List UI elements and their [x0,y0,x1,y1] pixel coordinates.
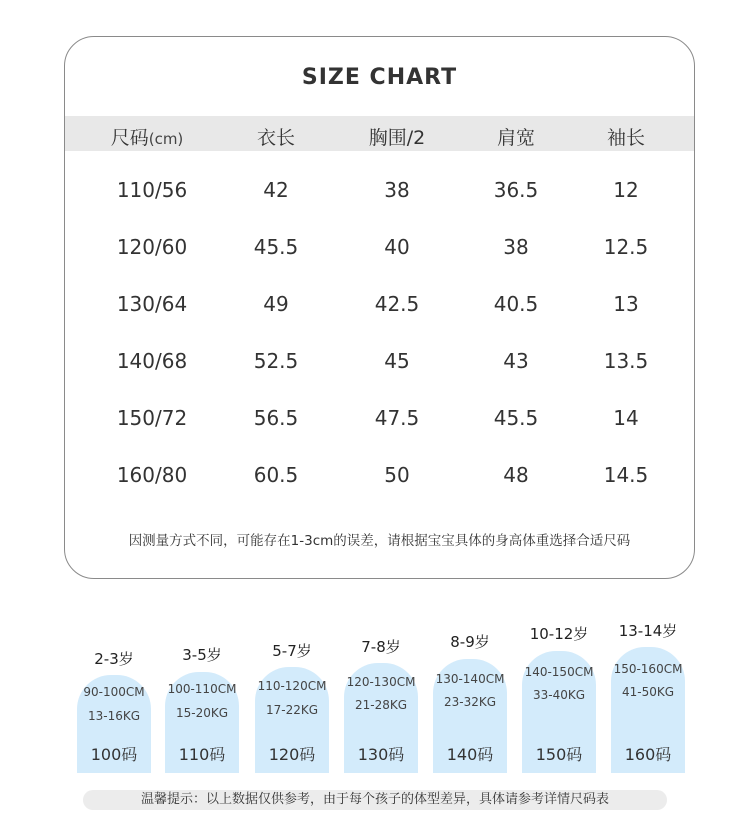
size-chart-card [64,36,695,579]
age-column [165,644,239,773]
cell-size: 160/80 [116,463,188,487]
age-column [255,640,329,773]
header-size [111,123,184,150]
cell-size: 140/68 [116,349,188,373]
height-range: 130-140CM [435,672,505,686]
age-label: 3-5岁 [182,646,222,664]
size-code: 110码 [178,745,226,764]
size-pill [433,659,507,773]
cell-size: 130/64 [116,292,188,316]
age-label: 5-7岁 [272,642,312,660]
cell-sleeve: 14 [613,406,639,430]
table-row [65,406,694,436]
size-pill [255,667,329,773]
cell-sleeve: 14.5 [603,463,649,487]
table-row [65,463,694,493]
height-range: 150-160CM [613,662,683,676]
size-code: 130码 [357,745,405,764]
cell-shoulder: 48 [503,463,529,487]
age-label: 13-14岁 [618,622,678,640]
height-range: 110-120CM [257,679,327,693]
weight-range: 21-28KG [354,698,408,712]
weight-range: 41-50KG [621,685,675,699]
weight-range: 13-16KG [87,709,141,723]
table-row [65,178,694,208]
table-row [65,235,694,265]
cell-shoulder: 36.5 [493,178,539,202]
age-column [433,631,507,773]
header-length: 衣长 [256,127,296,149]
table-header [65,116,694,151]
age-column [77,648,151,773]
header-sleeve: 袖长 [606,127,646,149]
cell-size: 150/72 [116,406,188,430]
size-pill [165,672,239,773]
cell-length: 56.5 [253,406,299,430]
age-label: 8-9岁 [450,633,490,651]
weight-range: 23-32KG [443,695,497,709]
cell-size: 120/60 [116,235,188,259]
weight-range: 17-22KG [265,703,319,717]
cell-shoulder: 38 [503,235,529,259]
chart-title: SIZE CHART [301,65,458,90]
cell-shoulder: 40.5 [493,292,539,316]
header-chest: 胸围/2 [368,127,426,149]
cell-shoulder: 43 [503,349,529,373]
size-pill [522,651,596,773]
cell-length: 42 [263,178,289,202]
size-code: 120码 [268,745,316,764]
cell-sleeve: 13 [613,292,639,316]
height-range: 100-110CM [167,682,237,696]
age-column [611,620,685,773]
reference-tip: 温馨提示：以上数据仅供参考，由于每个孩子的体型差异，具体请参考详情尺码表 [83,790,667,810]
cell-size: 110/56 [116,178,188,202]
age-column [522,623,596,773]
cell-sleeve: 12 [613,178,639,202]
size-pill [77,675,151,773]
age-label: 2-3岁 [94,650,134,668]
table-row [65,292,694,322]
cell-chest: 47.5 [374,406,420,430]
height-range: 90-100CM [83,685,145,699]
age-label: 10-12岁 [529,625,589,643]
cell-length: 45.5 [253,235,299,259]
size-code: 150码 [535,745,583,764]
table-row [65,349,694,379]
size-pill [344,663,418,773]
height-range: 120-130CM [346,675,416,689]
height-range: 140-150CM [524,665,594,679]
cell-length: 60.5 [253,463,299,487]
cell-sleeve: 13.5 [603,349,649,373]
header-size-unit: (cm) [148,130,184,148]
header-shoulder: 肩宽 [496,127,536,149]
age-size-guide [0,610,750,780]
cell-chest: 42.5 [374,292,420,316]
measurement-note: 因测量方式不同，可能存在1-3cm的误差，请根据宝宝具体的身高体重选择合适尺码 [128,533,631,549]
header-size-label: 尺码 [110,127,149,149]
age-column [344,636,418,773]
weight-range: 33-40KG [532,688,586,702]
age-label: 7-8岁 [361,638,401,656]
cell-sleeve: 12.5 [603,235,649,259]
size-pill [611,647,685,773]
cell-chest: 45 [384,349,410,373]
cell-length: 49 [263,292,289,316]
weight-range: 15-20KG [175,706,229,720]
cell-chest: 38 [384,178,410,202]
size-code: 100码 [90,745,138,764]
size-code: 140码 [446,745,494,764]
cell-chest: 50 [384,463,410,487]
cell-shoulder: 45.5 [493,406,539,430]
cell-chest: 40 [384,235,410,259]
size-code: 160码 [624,745,672,764]
cell-length: 52.5 [253,349,299,373]
